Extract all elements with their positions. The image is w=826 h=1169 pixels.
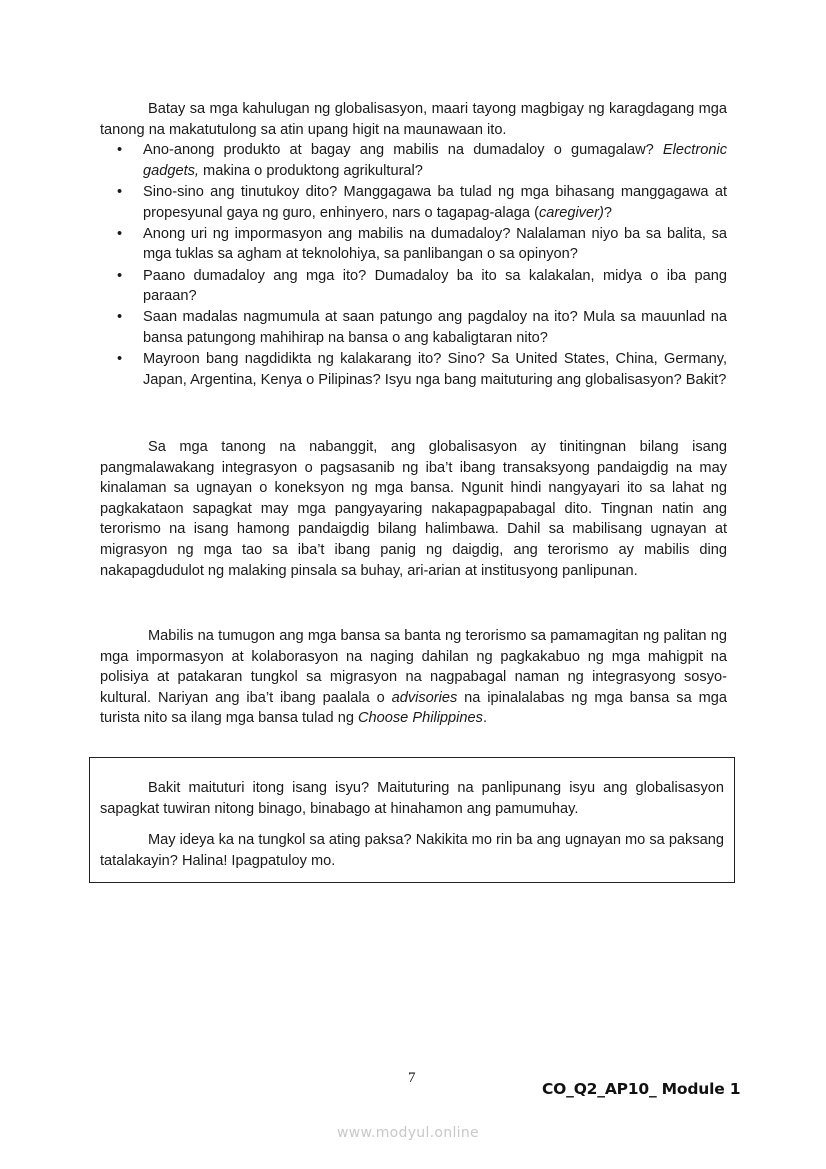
- question-item: • Sino-sino ang tinutukoy dito? Manggagawa ba tulad ng mga bihasang manggagawa at propesyunal gaya ng guro, enhinyero, nars o tagapag-alaga (caregiver)?: [117, 183, 727, 221]
- response-paragraph-section: [100, 626, 727, 729]
- summary-paragraph-1: Bakit maituturi itong isang isyu? Maituturing na panlipunang isyu ang globalisasyon sapagkat tuwiran nitong binago, binabago at hinahamon ang pamumuhay.: [100, 780, 724, 817]
- intro-section: [100, 99, 727, 391]
- question-item: • Ano-anong produkto at bagay ang mabilis na dumadaloy o gumagalaw? Electronic gadgets, makina o produktong agrikultural?: [117, 142, 727, 179]
- page-number: 7: [408, 1070, 416, 1086]
- question-item: • Anong uri ng impormasyon ang mabilis na dumadaloy? Nalalaman niyo ba sa balita, sa mga tuklas sa agham at teknolohiya, sa panlibangan o sa opinyon?: [117, 225, 727, 263]
- module-code: CO_Q2_AP10_ Module 1: [542, 1080, 741, 1098]
- question-item: • Paano dumadaloy ang mga ito? Dumadaloy ba ito sa kalakalan, midya o iba pang paraan?: [117, 267, 727, 305]
- terrorism-paragraph-section: [100, 437, 727, 581]
- summary-box: [89, 757, 735, 883]
- question-item: • Saan madalas nagmumula at saan patungo ang pagdaloy na ito? Mula sa mauunlad na bansa patungong mahihirap na bansa o ang kabaligtaran nito?: [117, 309, 727, 346]
- watermark: www.modyul.online: [337, 1125, 479, 1141]
- summary-paragraph-2: May ideya ka na tungkol sa ating paksa? Nakikita mo rin ba ang ugnayan mo sa paksang tatalakayin? Halina! Ipagpatuloy mo.: [100, 832, 724, 869]
- bullet-icon: •: [117, 183, 123, 200]
- bullet-icon: •: [117, 225, 123, 242]
- response-paragraph: Mabilis na tumugon ang mga bansa sa banta ng terorismo sa pamamagitan ng palitan ng mga impormasyon at kolaborasyon na naging dahilan ng pagkakabuo ng mga mahigpit na polisiya at patakaran tungkol sa migrasyon na nagpabagal naman ng integrasyong sosyo-kultural. Nariyan ang iba’t ibang paalala o advisories na ipinalalabas ng mga bansa sa mga turista nito sa ilang mga bansa tulad ng Choose Philippines.: [100, 628, 727, 727]
- intro-paragraph: Batay sa mga kahulugan ng globalisasyon, maari tayong magbigay ng karagdagang mga tanong na makatutulong sa atin upang higit na maunawaan ito.: [100, 101, 727, 138]
- terrorism-paragraph: Sa mga tanong na nabanggit, ang globalisasyon ay tinitingnan bilang isang pangmalawakang integrasyon o pagsasanib ng iba’t ibang transaksyong pandaigdig na may kinalaman sa ugnayan o koneksyon ng mga bansa. Ngunit hindi nangyayari ito sa lahat ng pagkakataon sapagkat may mga pangyayaring nakapagpapabagal dito. Tingnan natin ang terorismo na isang hamong pandaigdig bilang halimbawa. Dahil sa mabilisang ugnayan at migrasyon ng mga tao sa iba’t ibang panig ng daigdig, ang terorismo ay mabilis ding nakapagdudulot ng malaking pinsala sa buhay, ari-arian at institusyong panlipunan.: [100, 439, 727, 579]
- bullet-icon: •: [117, 309, 123, 326]
- bullet-icon: •: [117, 267, 123, 284]
- bullet-icon: •: [117, 351, 123, 368]
- question-list: [100, 140, 727, 390]
- bullet-icon: •: [117, 142, 123, 159]
- question-item: • Mayroon bang nagdidikta ng kalakarang ito? Sino? Sa United States, China, Germany, Japan, Argentina, Kenya o Pilipinas? Isyu nga bang maituturing ang globalisasyon? Bakit?: [117, 351, 727, 388]
